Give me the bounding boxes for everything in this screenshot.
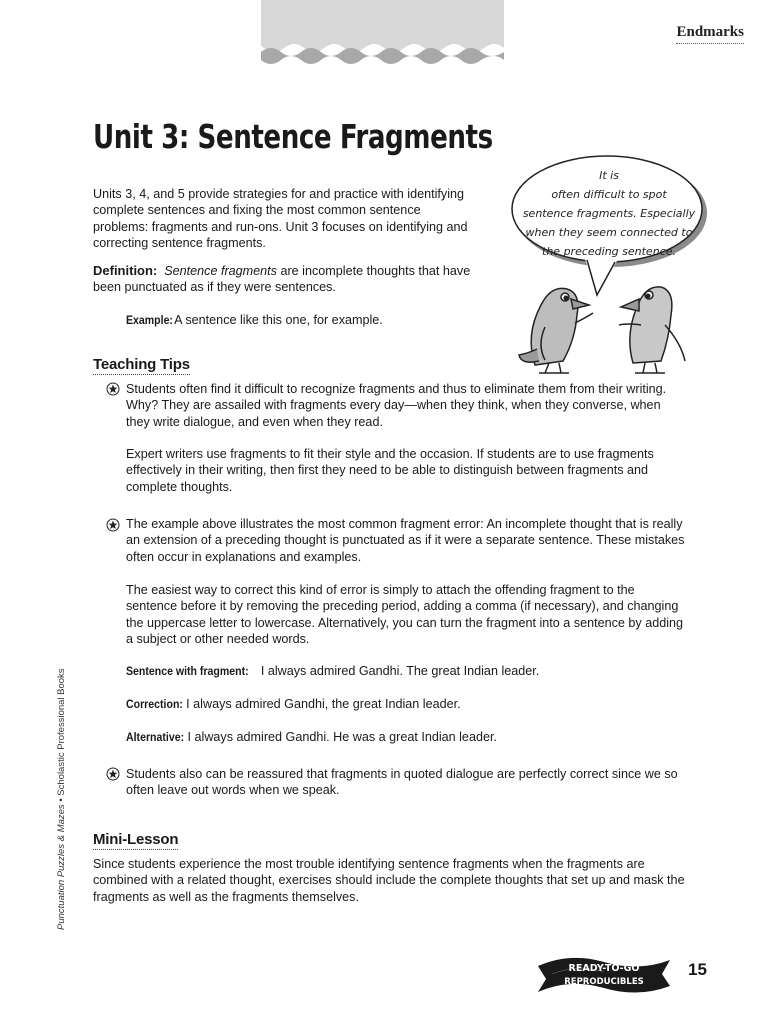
star-bullet-icon [106,518,120,532]
side-credit [56,668,67,930]
logo-bottom-text: REPRODUCIBLES [564,977,644,987]
ready-to-go-reproducibles-logo [534,944,674,1000]
tip-1-paragraph-2: Expert writers use fragments to fit their style and the occasion. If students are to use fragments effectively in their writing, then first they need to be able to distinguish between fragments and complete thoughts. [126,447,654,494]
tip-2-paragraph-2: The easiest way to correct this kind of error is simply to attach the offending fragment to the sentence before it by removing the preceding period, adding a comma (if necessary), and changing the uppercase letter to lowercase. Alternatively, you can turn the fragment into a sentence by adding a subject or other needed words. [126,583,684,646]
logo-top-text: READY-TO-GO [568,963,640,974]
alternative-label: Alternative: [126,730,185,744]
mini-lesson-paragraph: Since students experience the most trouble identifying sentence fragments when the fragments are combined with a related thought, exercises should include the complete thoughts that set up and mask the fragments as well as the fragments themselves. [93,857,685,904]
page-title: Unit 3: Sentence Fragments [93,117,493,156]
sentence-with-fragment-line [126,663,686,679]
bubble-line-4: when they seem connected to [525,226,693,239]
correction-line [126,696,686,712]
page-number: 15 [688,960,707,979]
tip-1-paragraph-1: Students often find it difficult to recognize fragments and thus to eliminate them from their writing. Why? They are assailed with fragments every day—when they think, when they converse, when they write dialogue, and even when they read. [126,382,667,429]
side-credit-separator: • [56,795,67,805]
tip-2-paragraph-1: The example above illustrates the most common fragment error: An incomplete thought that is really an extension of a preceding thought is punctuated as if it were a separate sentence. These mistakes often occur in explanations and examples. [126,517,685,564]
bubble-line-5: the preceding sentence. [542,245,676,258]
side-credit-book: Punctuation Puzzles & Mazes [56,804,67,930]
correction-text: I always admired Gandhi, the great Indian leader. [186,697,461,711]
alternative-line [126,729,686,745]
bubble-line-2: often difficult to spot [551,188,667,201]
mini-lesson-heading: Mini-Lesson [93,831,179,848]
example-line [126,312,486,328]
definition-text: are incomplete thoughts that have been punctuated as if they were sentences. [93,264,471,295]
tip-3-paragraph: Students also can be reassured that fragments in quoted dialogue are perfectly correct since we so often leave out words when we speak. [126,767,678,798]
star-bullet-icon [106,382,120,396]
sentence-with-fragment-text: I always admired Gandhi. The great Indian leader. [260,664,540,678]
definition-term: Sentence fragments [164,264,277,278]
section-header: Endmarks [676,24,744,44]
teaching-tips-heading: Teaching Tips [93,356,190,373]
top-wave-tab [261,0,504,70]
star-bullet-icon [106,767,120,781]
bubble-line-1: It is [599,169,619,182]
example-text: A sentence like this one, for example. [174,313,383,327]
example-label: Example: [126,313,173,327]
definition-label: Definition: [93,263,158,278]
definition-paragraph [93,263,473,296]
cartoon-birds-illustration [515,265,695,375]
intro-paragraph: Units 3, 4, and 5 provide strategies for and practice with identifying complete sentences and fixing the most common sentence problems: fragments and run-ons. Unit 3 focuses on identifying and correcting sentence fragments. [93,187,468,250]
correction-label: Correction: [126,697,183,711]
sentence-with-fragment-label: Sentence with fragment: [126,664,249,678]
side-credit-publisher: Scholastic Professional Books [56,668,67,796]
alternative-text: I always admired Gandhi. He was a great Indian leader. [187,730,497,744]
bubble-line-3: sentence fragments. Especially [522,207,696,220]
